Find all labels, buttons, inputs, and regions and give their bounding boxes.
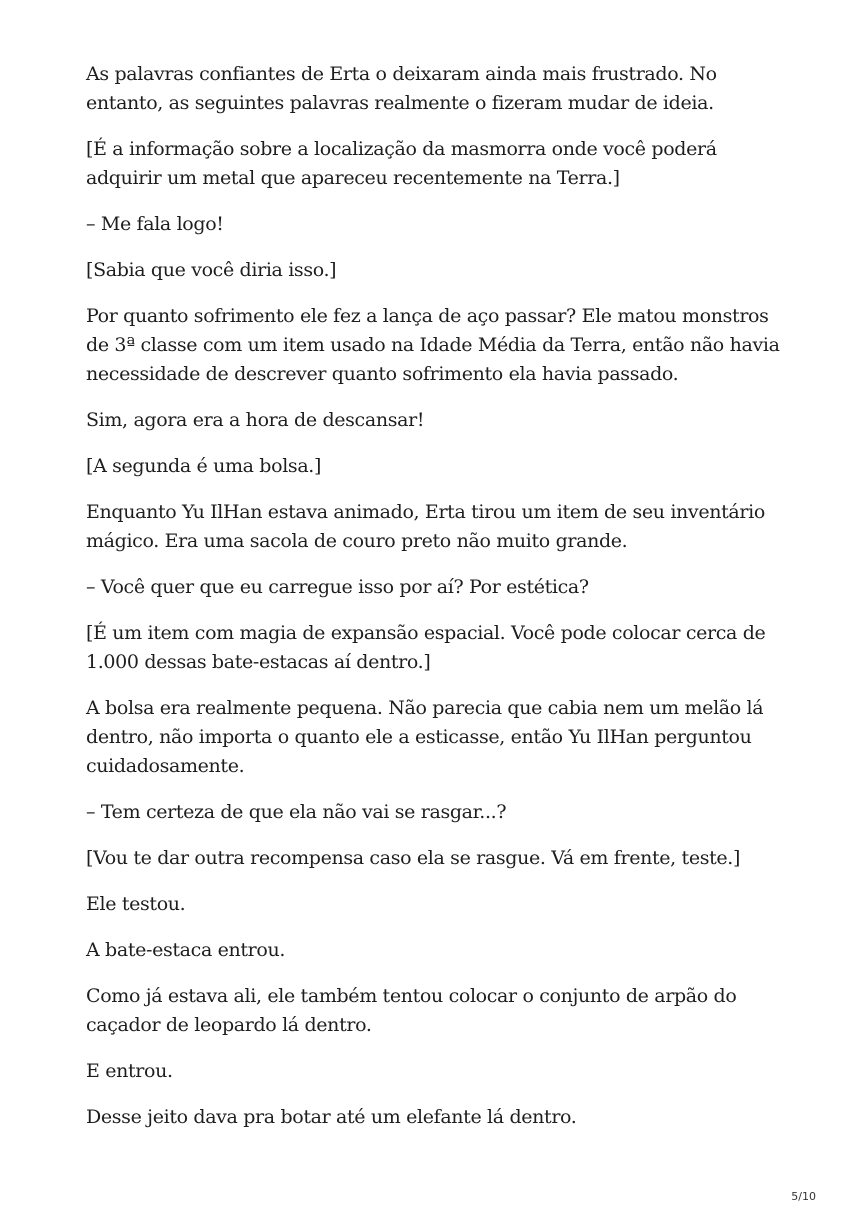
paragraph: Sim, agora era a hora de descansar!: [86, 409, 425, 431]
paragraph: Ele testou.: [86, 893, 186, 915]
paragraph: A bolsa era realmente pequena. Não parecia que cabia nem um melão lá dentro, não importa o quanto ele a esticasse, então Yu IlHan perguntou cuidadosamente.: [86, 697, 764, 777]
paragraph: E entrou.: [86, 1060, 173, 1082]
paragraph: – Você quer que eu carregue isso por aí? Por estética?: [86, 576, 589, 598]
paragraph: Enquanto Yu IlHan estava animado, Erta tirou um item de seu inventário mágico. Era uma sacola de couro preto não muito grande.: [86, 501, 765, 552]
paragraph: [É um item com magia de expansão espacial. Você pode colocar cerca de 1.000 dessas bate-estacas aí dentro.]: [86, 622, 766, 673]
paragraph: Desse jeito dava pra botar até um elefante lá dentro.: [86, 1106, 577, 1128]
page-number: 5/10: [791, 1190, 816, 1203]
paragraph: – Me fala logo!: [86, 213, 224, 235]
paragraph: Como já estava ali, ele também tentou colocar o conjunto de arpão do caçador de leopardo lá dentro.: [86, 985, 737, 1036]
paragraph: – Tem certeza de que ela não vai se rasgar...?: [86, 801, 507, 823]
document-body: [86, 60, 786, 1149]
paragraph: As palavras confiantes de Erta o deixaram ainda mais frustrado. No entanto, as seguintes palavras realmente o fizeram mudar de ideia.: [86, 63, 717, 114]
paragraph: Por quanto sofrimento ele fez a lança de aço passar? Ele matou monstros de 3ª classe com um item usado na Idade Média da Terra, então não havia necessidade de descrever quanto sofrimento ela havia passado.: [86, 305, 780, 385]
paragraph: A bate-estaca entrou.: [86, 939, 286, 961]
paragraph: [Vou te dar outra recompensa caso ela se rasgue. Vá em frente, teste.]: [86, 847, 741, 869]
paragraph: [A segunda é uma bolsa.]: [86, 455, 322, 477]
paragraph: [É a informação sobre a localização da masmorra onde você poderá adquirir um metal que apareceu recentemente na Terra.]: [86, 138, 717, 189]
paragraph: [Sabia que você diria isso.]: [86, 259, 337, 281]
